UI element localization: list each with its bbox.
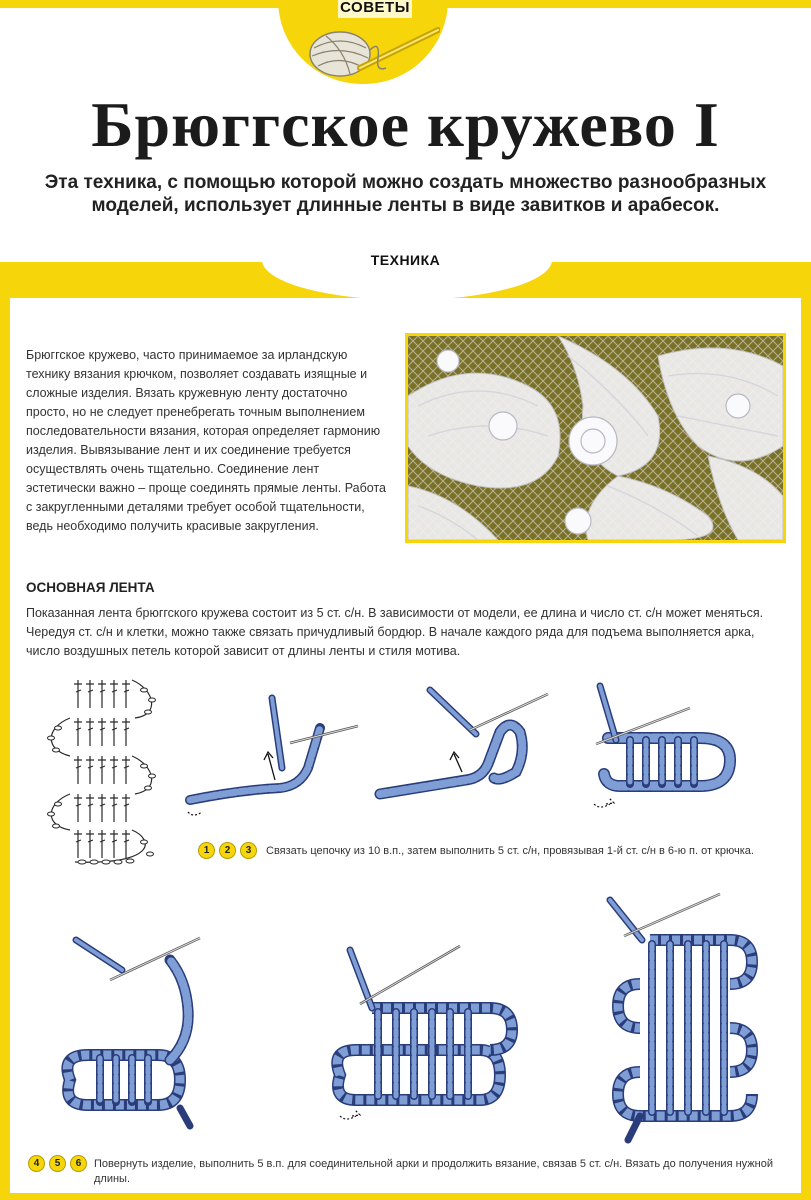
body-paragraph: Показанная лента брюггского кружева состоит из 5 ст. с/н. В зависимости от модели, ее длина и число ст. с/н может меняться. Чередуя ст. с/н и клетки, можно также связать причудливый бордюр. В начале каждого ряда для подъема выполняется арка, число воздушных петель которой зависит от длины ленты и стиля мотива. bbox=[26, 606, 764, 658]
page-subtitle: Эта техника, с помощью которой можно создать множество разнообразных моделей, использует длинные ленты в виде завитков и арабесок. bbox=[44, 172, 767, 216]
step-1-illustration bbox=[180, 688, 370, 828]
stitch-chart-diagram bbox=[40, 670, 170, 870]
section-label: ТЕХНИКА bbox=[370, 252, 441, 268]
step-3-illustration bbox=[580, 678, 800, 828]
step-number: 1 bbox=[198, 842, 215, 859]
step-caption-1-3: Связать цепочку из 10 в.п., затем выполнить 5 ст. с/н, провязывая 1-й ст. с/н в 6-ю п. от крючка. bbox=[266, 845, 754, 857]
step-number: 3 bbox=[240, 842, 257, 859]
lace-photo bbox=[405, 333, 786, 543]
step-2-illustration bbox=[370, 682, 560, 822]
page-title: Брюггское кружево I bbox=[91, 89, 720, 160]
yarn-ball-icon bbox=[300, 10, 440, 80]
step-5-illustration bbox=[300, 930, 530, 1130]
step-number: 5 bbox=[49, 1155, 66, 1172]
step-number: 4 bbox=[28, 1155, 45, 1172]
step-6-illustration bbox=[580, 890, 800, 1150]
section-heading: ОСНОВНАЯ ЛЕНТА bbox=[26, 580, 155, 595]
step-number: 2 bbox=[219, 842, 236, 859]
header-tab-label: СОВЕТЫ bbox=[338, 0, 412, 18]
step-number: 6 bbox=[70, 1155, 87, 1172]
step-numbers-1-3 bbox=[198, 842, 257, 859]
intro-paragraph: Брюггское кружево, часто принимаемое за ирландскую технику вязания крючком, позволяет создавать изящные и сложные изделия. Вязать кружевную ленту достаточно просто, но не следует пренебрегать точным выполнением последовательности вязания, которая определяет гармонию изделия. Вывязывание лент и их соединение требуется осуществлять очень тщательно. Соединение лент эстетически важно – проще соединять прямые ленты. Работа с закругленными деталями требует особой тщательности, ведь необходимо получить красивые закругления. bbox=[26, 348, 386, 533]
step-4-illustration bbox=[40, 930, 240, 1130]
step-numbers-4-6 bbox=[28, 1155, 87, 1172]
step-caption-4-6: Повернуть изделие, выполнить 5 в.п. для соединительной арки и продолжить вязание, связав 5 ст. с/н. Вязать до получения нужной длины. bbox=[94, 1158, 773, 1185]
